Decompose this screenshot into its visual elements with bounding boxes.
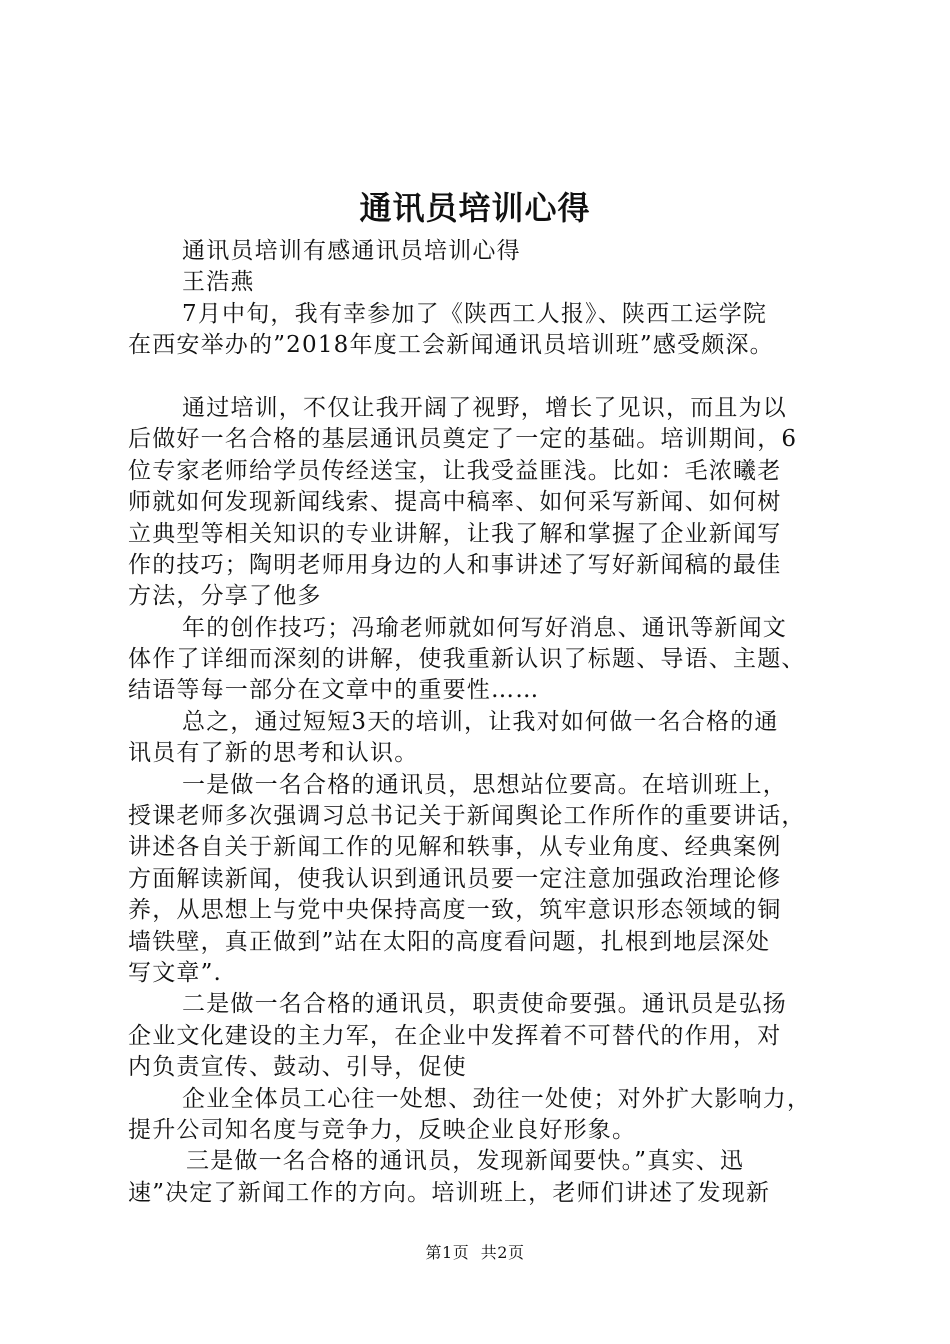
subtitle-line: 通讯员培训有感通讯员培训心得	[182, 238, 521, 264]
paragraph-line: 二是做一名合格的通讯员，职责使命要强。通讯员是弘扬	[182, 991, 787, 1018]
paragraph-line: 年的创作技巧；冯瑜老师就如何写好消息、通讯等新闻文	[182, 614, 787, 641]
page-total: 共2页	[480, 1243, 525, 1262]
paragraph-line: 师就如何发现新闻线索、提高中稿率、如何采写新闻、如何树	[128, 489, 782, 516]
paragraph-line: 作的技巧；陶明老师用身边的人和事讲述了写好新闻稿的最佳	[128, 551, 782, 578]
paragraph-line: 后做好一名合格的基层通讯员奠定了一定的基础。培训期间，6	[128, 426, 798, 453]
paragraph-line: 授课老师多次强调习总书记关于新闻舆论工作所作的重要讲话，	[128, 803, 806, 830]
page-number: 第1页	[425, 1243, 470, 1262]
paragraph-line: 方面解读新闻，使我认识到通讯员要一定注意加强政治理论修	[128, 865, 782, 892]
paragraph-line: 立典型等相关知识的专业讲解，让我了解和掌握了企业新闻写	[128, 520, 782, 547]
blank-line	[128, 362, 840, 393]
paragraph-line: 方法，分享了他多	[128, 583, 322, 610]
page-title: 通讯员培训心得	[359, 189, 591, 227]
paragraph-line: 体作了详细而深刻的讲解，使我重新认识了标题、导语、主题、	[128, 646, 806, 673]
paragraph-line: 讲述各自关于新闻工作的见解和轶事，从专业角度、经典案例	[128, 834, 782, 861]
paragraph-line: 三是做一名合格的通讯员，发现新闻要快。”真实、迅	[186, 1148, 745, 1175]
paragraph-line: 养，从思想上与党中央保持高度一致，筑牢意识形态领域的铜	[128, 897, 782, 924]
author-name: 王浩燕	[182, 269, 255, 296]
paragraph-line: 企业全体员工心往一处想、劲往一处使；对外扩大影响力，	[182, 1085, 812, 1112]
paragraph-line: 总之，通过短短3天的培训，让我对如何做一名合格的通	[182, 708, 779, 735]
paragraph-line: 结语等每一部分在文章中的重要性……	[128, 677, 540, 704]
paragraph-line: 写文章”.	[128, 959, 223, 986]
paragraph-line: 7月中旬，我有幸参加了《陕西工人报》、陕西工运学院	[182, 300, 768, 327]
paragraph-line: 在西安举办的”2018年度工会新闻通讯员培训班”感受颇深。	[128, 332, 774, 359]
paragraph-line: 速”决定了新闻工作的方向。培训班上，老师们讲述了发现新	[128, 1179, 771, 1206]
paragraph-line: 一是做一名合格的通讯员，思想站位要高。在培训班上，	[182, 771, 787, 798]
document-body	[128, 236, 840, 1209]
paragraph-line: 位专家老师给学员传经送宝，让我受益匪浅。比如：毛浓曦老	[128, 457, 782, 484]
page-footer	[0, 1241, 950, 1265]
paragraph-line: 通过培训，不仅让我开阔了视野，增长了见识，而且为以	[182, 394, 787, 421]
paragraph-line: 企业文化建设的主力军，在企业中发挥着不可替代的作用，对	[128, 1022, 782, 1049]
paragraph-line: 墙铁壁，真正做到”站在太阳的高度看问题，扎根到地层深处	[128, 928, 771, 955]
paragraph-line: 内负责宣传、鼓动、引导，促使	[128, 1054, 467, 1081]
paragraph-line: 提升公司知名度与竞争力，反映企业良好形象。	[128, 1116, 637, 1143]
paragraph-line: 讯员有了新的思考和认识。	[128, 740, 419, 767]
